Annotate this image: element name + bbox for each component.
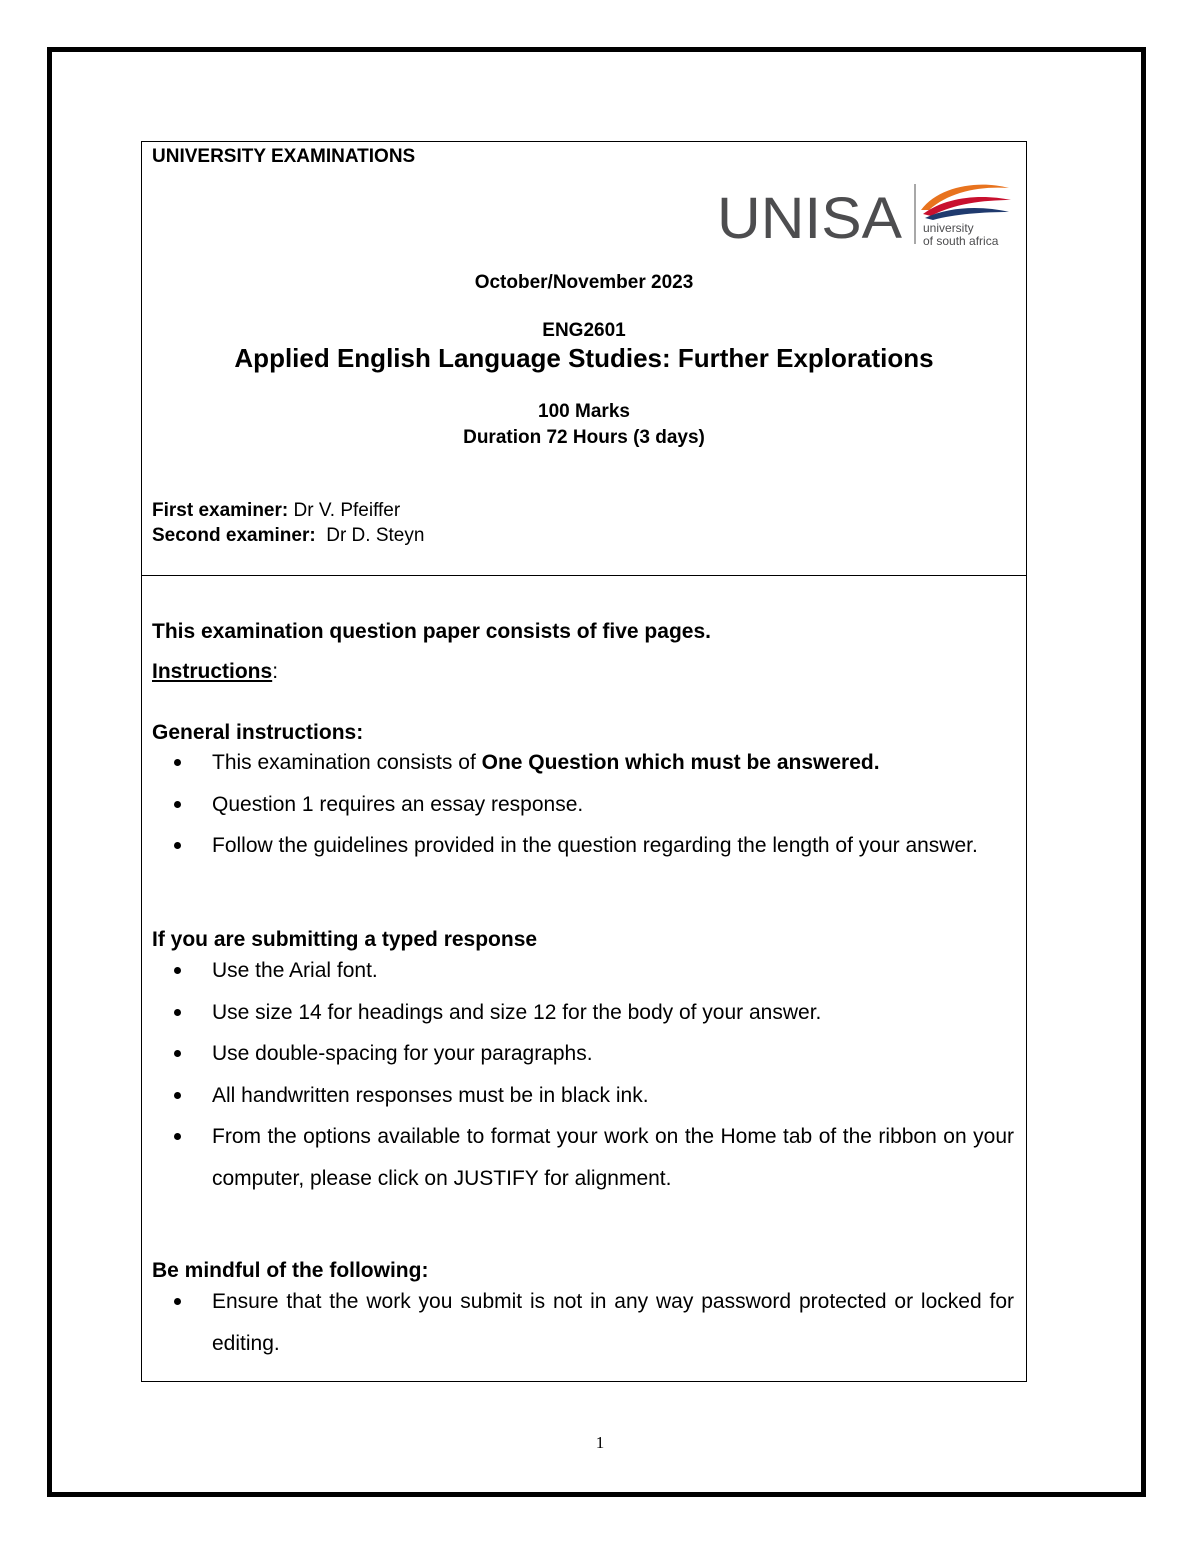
bullet-icon [174, 1050, 181, 1057]
mindful-heading: Be mindful of the following: [152, 1259, 429, 1282]
bullet-icon [174, 967, 181, 974]
exam-session: October/November 2023 [474, 272, 694, 293]
bullet-icon [174, 1298, 181, 1305]
typed-item-5: From the options available to format your work on the Home tab of the ribbon on your computer, please click on JUSTIFY for alignment. [212, 1125, 1014, 1190]
list-item [142, 1281, 1026, 1364]
typed-item-2: Use size 14 for headings and size 12 for the body of your answer. [212, 1000, 822, 1024]
list-item [142, 784, 1026, 826]
list-item [142, 1116, 1026, 1199]
exam-duration: Duration 72 Hours (3 days) [463, 427, 705, 448]
logo-tagline-line1: university [923, 221, 974, 235]
bullet-icon [174, 842, 181, 849]
page-count-note: This examination question paper consists of five pages. [152, 620, 711, 643]
typed-item-1: Use the Arial font. [212, 959, 378, 982]
list-item [142, 825, 1026, 867]
bullet-icon [174, 759, 181, 766]
first-examiner [152, 500, 400, 522]
general-instructions-heading: General instructions: [152, 721, 364, 744]
module-title: Applied English Language Studies: Further Explorations [234, 343, 934, 373]
unisa-wordmark: UNISA [717, 186, 903, 248]
bullet-icon [174, 1009, 181, 1016]
mindful-list [142, 1281, 1026, 1364]
cover-info-cell [142, 142, 1026, 576]
general-item-1-prefix: This examination consists of [212, 751, 482, 774]
second-examiner [152, 525, 424, 547]
bullet-icon [174, 1092, 181, 1099]
instructions-colon: : [272, 660, 279, 683]
list-item [142, 742, 1026, 784]
list-item [142, 1075, 1026, 1117]
general-item-3: Follow the guidelines provided in the question regarding the length of your answer. [212, 834, 978, 857]
instructions-label: Instructions [152, 660, 273, 683]
typed-item-3: Use double-spacing for your paragraphs. [212, 1042, 593, 1065]
list-item [142, 950, 1026, 992]
module-code: ENG2601 [542, 320, 626, 341]
list-item [142, 1033, 1026, 1075]
general-item-1-bold: One Question which must be answered. [481, 751, 880, 774]
instructions-cell [142, 576, 1026, 1381]
instructions-heading [152, 660, 278, 684]
exam-cover-table [141, 141, 1027, 1382]
mindful-item-1: Ensure that the work you submit is not in any way password protected or locked for editing. [212, 1290, 1014, 1355]
page-number: 1 [595, 1433, 605, 1452]
typed-response-list [142, 950, 1026, 1199]
logo-tagline-line2: of south africa [923, 234, 999, 248]
general-instructions-list [142, 742, 1026, 867]
typed-response-heading: If you are submitting a typed response [152, 928, 538, 951]
flame-icon [921, 185, 1011, 220]
first-examiner-label: First examiner: [152, 500, 289, 521]
list-item [142, 992, 1026, 1034]
university-examinations-label: UNIVERSITY EXAMINATIONS [152, 146, 416, 167]
general-item-2: Question 1 requires an essay response. [212, 792, 584, 816]
first-examiner-name: Dr V. Pfeiffer [288, 500, 401, 521]
bullet-icon [174, 801, 181, 808]
total-marks: 100 Marks [538, 401, 630, 422]
second-examiner-name: Dr D. Steyn [315, 525, 425, 546]
unisa-logo [717, 180, 1017, 248]
second-examiner-label: Second examiner: [152, 525, 316, 546]
bullet-icon [174, 1133, 181, 1140]
typed-item-4: All handwritten responses must be in black ink. [212, 1083, 649, 1107]
